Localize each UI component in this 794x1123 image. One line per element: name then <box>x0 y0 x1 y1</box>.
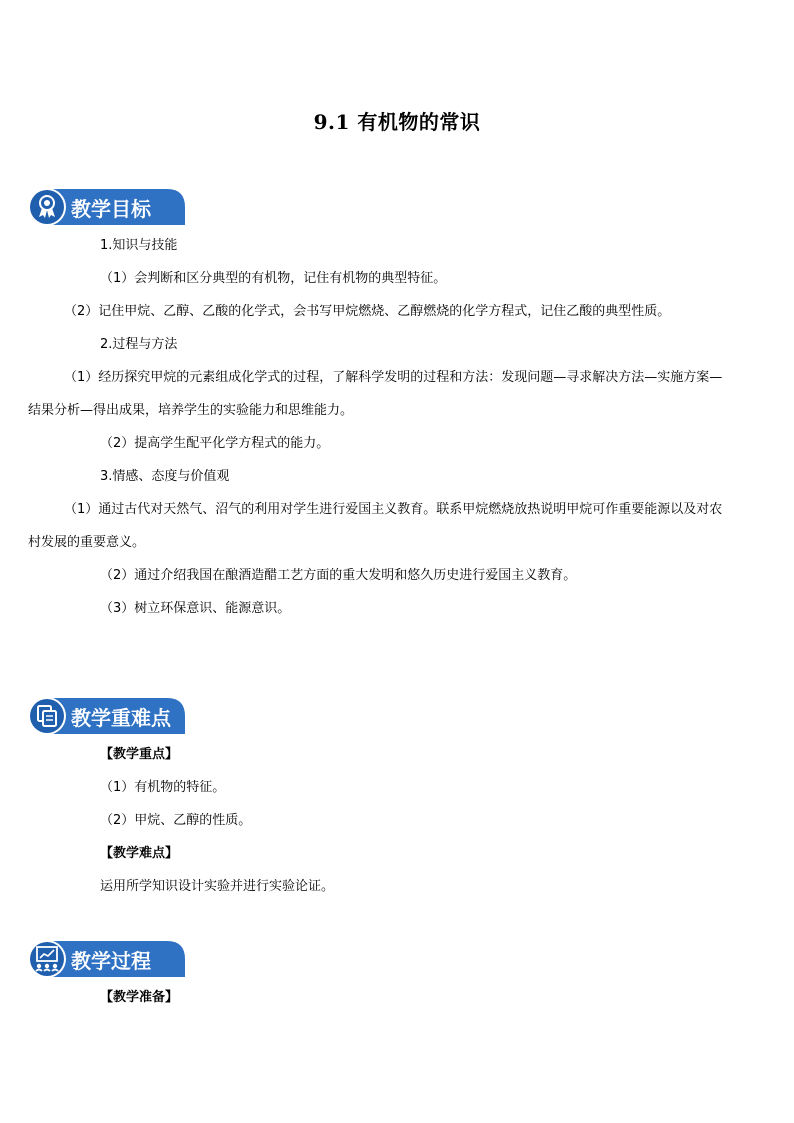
focus-item: （2）甲烷、乙醇的性质。 <box>100 813 252 828</box>
goals-subheading-2: 2.过程与方法 <box>100 337 178 352</box>
process-body <box>64 981 734 1014</box>
section-heading-goals: 教学目标 <box>71 197 151 221</box>
goals-paragraph: （2）提高学生配平化学方程式的能力。 <box>100 436 330 451</box>
goals-body <box>28 229 734 625</box>
stacked-pages-icon <box>27 696 67 736</box>
focus-label: 【教学重点】 <box>100 747 179 762</box>
goals-subheading-3: 3.情感、态度与价值观 <box>100 469 230 484</box>
classroom-chart-icon <box>27 939 67 979</box>
award-ribbon-icon <box>27 187 67 227</box>
goals-subheading-1: 1.知识与技能 <box>100 238 178 253</box>
prep-label: 【教学准备】 <box>100 990 179 1005</box>
goals-paragraph: （1）通过古代对天然气、沼气的利用对学生进行爱国主义教育。联系甲烷燃烧放热说明甲烷可作重要能源以及对农村发展的重要意义。 <box>28 502 723 550</box>
goals-paragraph: （1）会判断和区分典型的有机物，记住有机物的典型特征。 <box>100 271 447 286</box>
key-points-body <box>64 738 734 903</box>
section-banner-goals <box>27 187 187 227</box>
goals-paragraph: （2）记住甲烷、乙醇、乙酸的化学式，会书写甲烷燃烧、乙醇燃烧的化学方程式，记住乙酸的典型性质。 <box>64 304 671 319</box>
goals-paragraph: （3）树立环保意识、能源意识。 <box>100 601 291 616</box>
section-heading-key-points: 教学重难点 <box>71 706 171 730</box>
page-title: 9.1 有机物的常识 <box>313 110 481 134</box>
section-heading-process: 教学过程 <box>71 949 151 973</box>
section-banner-key-points <box>27 696 187 736</box>
difficulty-label: 【教学难点】 <box>100 846 179 861</box>
section-banner-process <box>27 939 187 979</box>
focus-item: （1）有机物的特征。 <box>100 780 226 795</box>
goals-paragraph: （2）通过介绍我国在酿酒造醋工艺方面的重大发明和悠久历史进行爱国主义教育。 <box>100 568 577 583</box>
difficulty-text: 运用所学知识设计实验并进行实验论证。 <box>100 879 335 894</box>
goals-paragraph: （1）经历探究甲烷的元素组成化学式的过程，了解科学发明的过程和方法：发现问题—寻求解决方法—实施方案—结果分析—得出成果，培养学生的实验能力和思维能力。 <box>28 370 723 418</box>
